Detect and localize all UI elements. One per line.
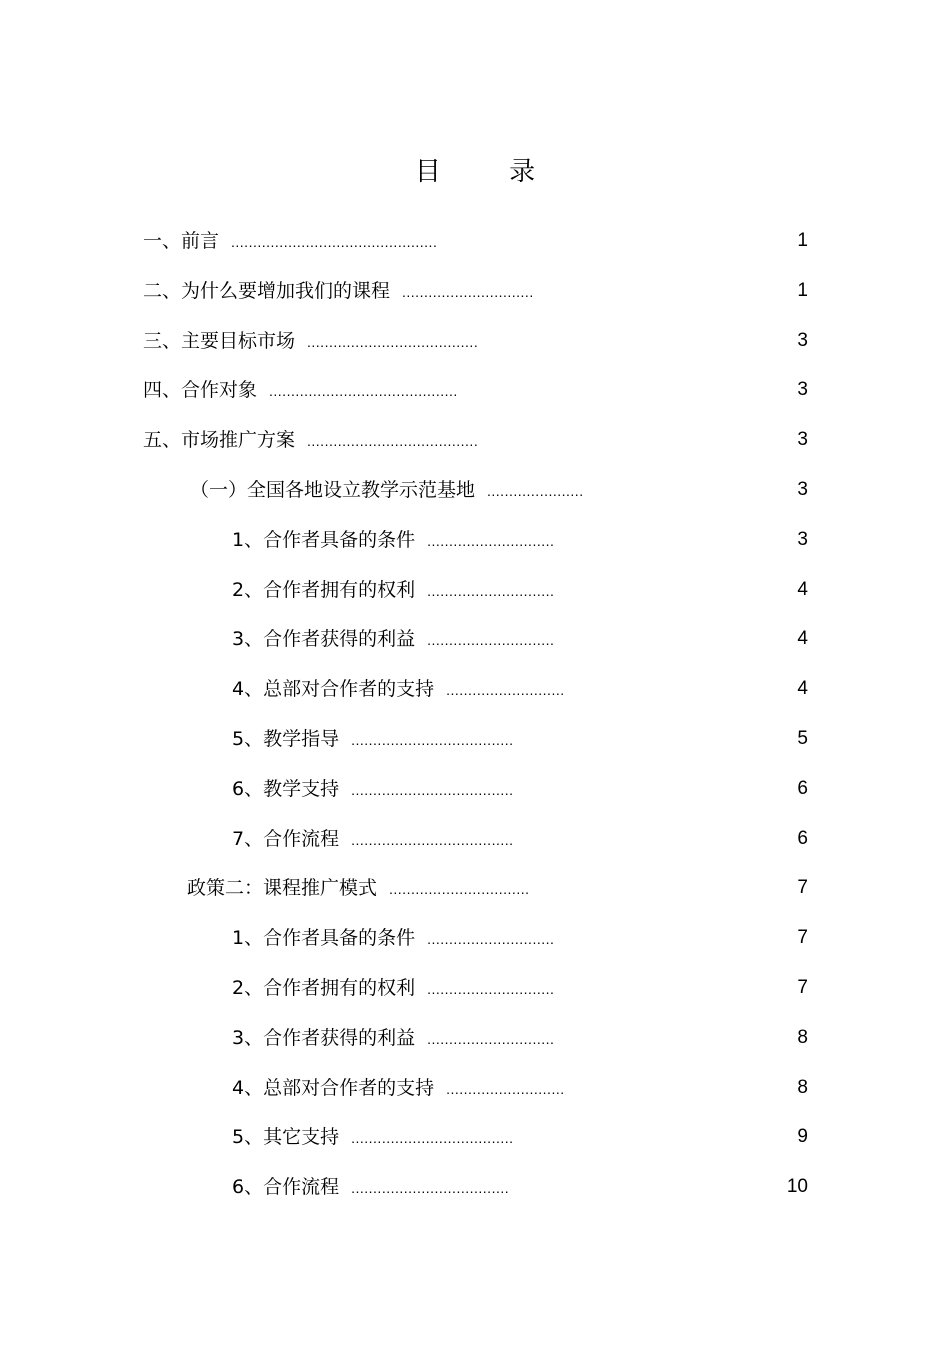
toc-entry-text: 3、合作者获得的利益 xyxy=(232,1026,416,1049)
toc-entry-text: 二、为什么要增加我们的课程 xyxy=(143,279,391,302)
toc-title: 目 录 xyxy=(414,157,566,187)
toc-leader: ............................................... xyxy=(231,234,438,250)
toc-leader: ........................... xyxy=(446,1080,565,1097)
toc-leader: ....................................... xyxy=(307,433,479,450)
toc-entry[interactable] xyxy=(0,914,950,964)
toc-leader: ...................... xyxy=(487,482,584,499)
toc-entry[interactable] xyxy=(0,217,950,267)
toc-entry-text: 四、合作对象 xyxy=(143,379,258,402)
toc-leader: ............................. xyxy=(427,632,555,649)
toc-page-number: 6 xyxy=(797,827,808,849)
toc-entry[interactable] xyxy=(0,765,950,815)
toc-entry-text: 政策二：课程推广模式 xyxy=(187,877,378,900)
toc-page-number: 4 xyxy=(797,678,808,700)
toc-entry-text: 7、合作流程 xyxy=(232,827,340,850)
toc-leader: ............................. xyxy=(427,1030,555,1047)
toc-entry-text: 2、合作者拥有的权利 xyxy=(232,578,416,601)
toc-entry[interactable] xyxy=(0,317,950,367)
toc-entry-text: 一、前言 xyxy=(143,230,220,252)
toc-entry[interactable] xyxy=(0,615,950,665)
toc-page-number: 1 xyxy=(797,279,808,301)
toc-leader: ................................ xyxy=(389,881,530,898)
toc-entry-text: 5、教学指导 xyxy=(232,727,340,750)
toc-page-number: 3 xyxy=(797,329,808,351)
toc-page-number: 3 xyxy=(797,528,808,550)
toc-page-number: 3 xyxy=(797,379,808,401)
toc-leader: ............................. xyxy=(427,980,555,997)
toc-leader: ........................................... xyxy=(269,383,458,400)
toc-entry-text: 3、合作者获得的利益 xyxy=(232,628,416,651)
toc-page-number: 8 xyxy=(797,1026,808,1048)
toc-entry-text: 6、合作流程 xyxy=(232,1176,340,1199)
toc-page-number: 7 xyxy=(797,976,808,998)
toc-page-number: 8 xyxy=(797,1076,808,1098)
toc-entry[interactable] xyxy=(0,366,950,416)
toc-page-number: 1 xyxy=(797,230,808,251)
toc-entry-text: （一）全国各地设立教学示范基地 xyxy=(190,478,476,501)
toc-page-number: 7 xyxy=(797,877,808,899)
toc-entry[interactable] xyxy=(0,516,950,566)
toc-entry-text: 五、市场推广方案 xyxy=(143,429,296,452)
toc-entry-text: 1、合作者具备的条件 xyxy=(232,528,416,551)
toc-page-number: 3 xyxy=(797,478,808,500)
toc-entry-text: 三、主要目标市场 xyxy=(143,329,296,352)
toc-entry-text: 4、总部对合作者的支持 xyxy=(232,678,435,701)
toc-page-number: 5 xyxy=(797,727,808,749)
toc-leader: .................................... xyxy=(351,1180,510,1197)
toc-entry-text: 5、其它支持 xyxy=(232,1126,340,1149)
toc-page-number: 3 xyxy=(797,429,808,451)
toc-entry[interactable] xyxy=(0,1014,950,1064)
toc-leader: ....................................... xyxy=(307,333,479,350)
toc-page-number: 6 xyxy=(797,777,808,799)
toc-entry[interactable] xyxy=(0,1064,950,1114)
toc-page-number: 10 xyxy=(786,1176,808,1198)
toc-entry[interactable] xyxy=(0,566,950,616)
toc-entry[interactable] xyxy=(0,267,950,317)
toc-entry[interactable] xyxy=(0,815,950,865)
toc-page-number: 4 xyxy=(797,628,808,650)
toc-leader: .............................. xyxy=(402,283,534,300)
toc-leader: ..................................... xyxy=(351,831,514,848)
toc-page-number: 4 xyxy=(797,578,808,600)
toc-entry[interactable] xyxy=(0,466,950,516)
toc-leader: ........................... xyxy=(446,682,565,699)
toc-leader: ............................. xyxy=(427,582,555,599)
toc-leader: ..................................... xyxy=(351,1130,514,1147)
toc-leader: ..................................... xyxy=(351,731,514,748)
toc-list xyxy=(0,217,950,1213)
toc-entry-text: 1、合作者具备的条件 xyxy=(232,927,416,950)
toc-leader: ..................................... xyxy=(351,781,514,798)
toc-entry[interactable] xyxy=(0,1113,950,1163)
toc-page-number: 9 xyxy=(797,1126,808,1148)
toc-entry[interactable] xyxy=(0,715,950,765)
toc-entry[interactable] xyxy=(0,1163,950,1213)
toc-entry-text: 2、合作者拥有的权利 xyxy=(232,976,416,999)
toc-leader: ............................. xyxy=(427,532,555,549)
toc-leader: ............................. xyxy=(427,931,555,948)
toc-entry-text: 4、总部对合作者的支持 xyxy=(232,1076,435,1099)
toc-entry-text: 6、教学支持 xyxy=(232,777,340,800)
toc-entry[interactable] xyxy=(0,964,950,1014)
toc-entry[interactable] xyxy=(0,665,950,715)
toc-entry[interactable] xyxy=(0,864,950,914)
toc-entry[interactable] xyxy=(0,416,950,466)
toc-page-number: 7 xyxy=(797,927,808,949)
